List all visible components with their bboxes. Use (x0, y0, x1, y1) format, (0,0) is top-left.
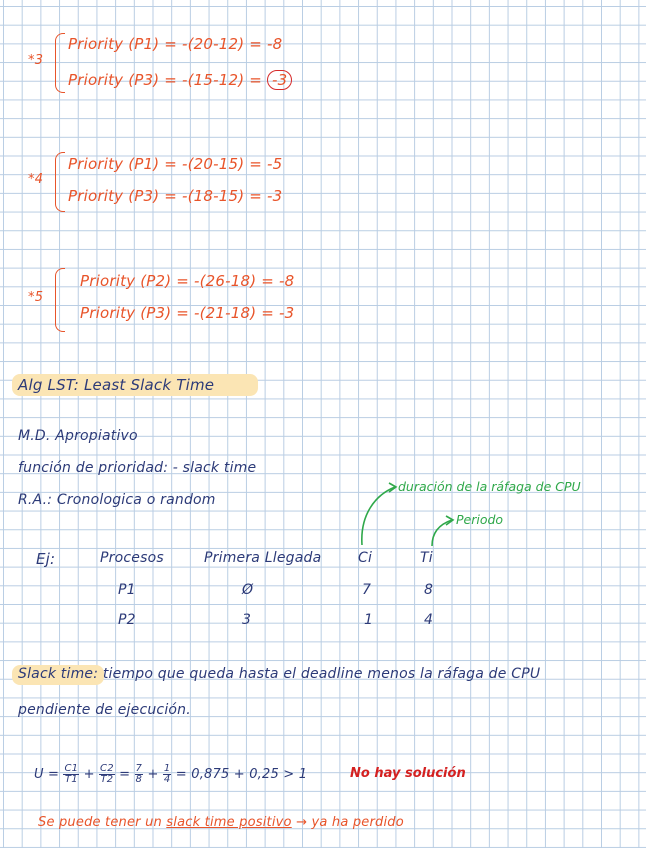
priority-function-line: función de prioridad: - slack time (18, 460, 257, 476)
period-arrow (432, 520, 452, 546)
fraction-8: 8 (135, 774, 143, 785)
utilization-result: = 0,875 + 0,25 > 1 (175, 767, 308, 782)
ra-line: R.A.: Cronologica o random (18, 492, 216, 508)
example-label: Ej: (36, 550, 56, 568)
table-header-ti: Ti (420, 550, 433, 566)
mode-line: M.D. Apropiativo (18, 428, 138, 444)
section-4-line-2: Priority (P3) = -(18-15) = -3 (68, 187, 283, 205)
fraction-c2: C2 (100, 763, 114, 774)
fraction-c2-t2 (99, 764, 115, 785)
slack-definition: : tiempo que queda hasta el deadline menos la ráfaga de CPU (93, 666, 541, 682)
table-row-1-process: P1 (118, 582, 136, 598)
utilization-equals: = (119, 767, 131, 782)
table-row-2-arrival: 3 (242, 612, 252, 628)
footer-text-after: → ya ha perdido (296, 815, 404, 830)
table-row-1-arrival: Ø (242, 582, 254, 598)
footer-note (38, 815, 404, 830)
table-row-2-process: P2 (118, 612, 136, 628)
section-5-line-1: Priority (P2) = -(26-18) = -8 (80, 272, 295, 290)
fraction-c1-t1 (63, 764, 79, 785)
slack-term: Slack time (18, 666, 94, 682)
utilization-formula (34, 764, 307, 785)
table-row-1-ci: 7 (362, 582, 372, 598)
utilization-verdict: No hay solución (350, 766, 466, 781)
footer-underlined: slack time positivo (166, 815, 292, 830)
burst-arrow (362, 487, 395, 545)
section-3-line-2-text: Priority (P3) = -(15-12) = (68, 71, 263, 89)
fraction-1: 1 (163, 763, 171, 774)
annotation-period: Periodo (456, 512, 504, 527)
footer-text-before: Se puede tener un (38, 815, 162, 830)
table-row-1-ti: 8 (424, 582, 434, 598)
fraction-7-8 (135, 764, 144, 785)
fraction-7: 7 (135, 763, 143, 774)
fraction-4: 4 (163, 774, 171, 785)
section-5-label: *5 (28, 290, 44, 305)
table-row-2-ti: 4 (424, 612, 434, 628)
fraction-t2: T2 (100, 774, 114, 785)
fraction-1-4 (163, 764, 172, 785)
table-header-ci: Ci (358, 550, 373, 566)
section-5-line-2: Priority (P3) = -(21-18) = -3 (80, 304, 295, 322)
utilization-lhs: U = (34, 767, 60, 782)
section-3-circled-value: -3 (267, 70, 292, 90)
section-4-label: *4 (28, 172, 44, 187)
slack-definition-line-1 (18, 666, 540, 682)
fraction-c1: C1 (64, 763, 79, 774)
section-3-label: *3 (28, 53, 44, 68)
slack-definition-line-2: pendiente de ejecución. (18, 702, 191, 718)
table-header-primera-llegada: Primera Llegada (204, 550, 322, 566)
utilization-plus-2: + (147, 767, 159, 782)
section-4-line-1: Priority (P1) = -(20-15) = -5 (68, 155, 283, 173)
utilization-plus-1: + (83, 767, 95, 782)
annotation-burst-duration: duración de la ráfaga de CPU (398, 479, 581, 494)
section-3-line-1: Priority (P1) = -(20-12) = -8 (68, 35, 283, 53)
table-header-procesos: Procesos (100, 550, 164, 566)
lst-heading: Alg LST: Least Slack Time (18, 376, 215, 394)
fraction-t1: T1 (64, 774, 78, 785)
table-row-2-ci: 1 (364, 612, 374, 628)
